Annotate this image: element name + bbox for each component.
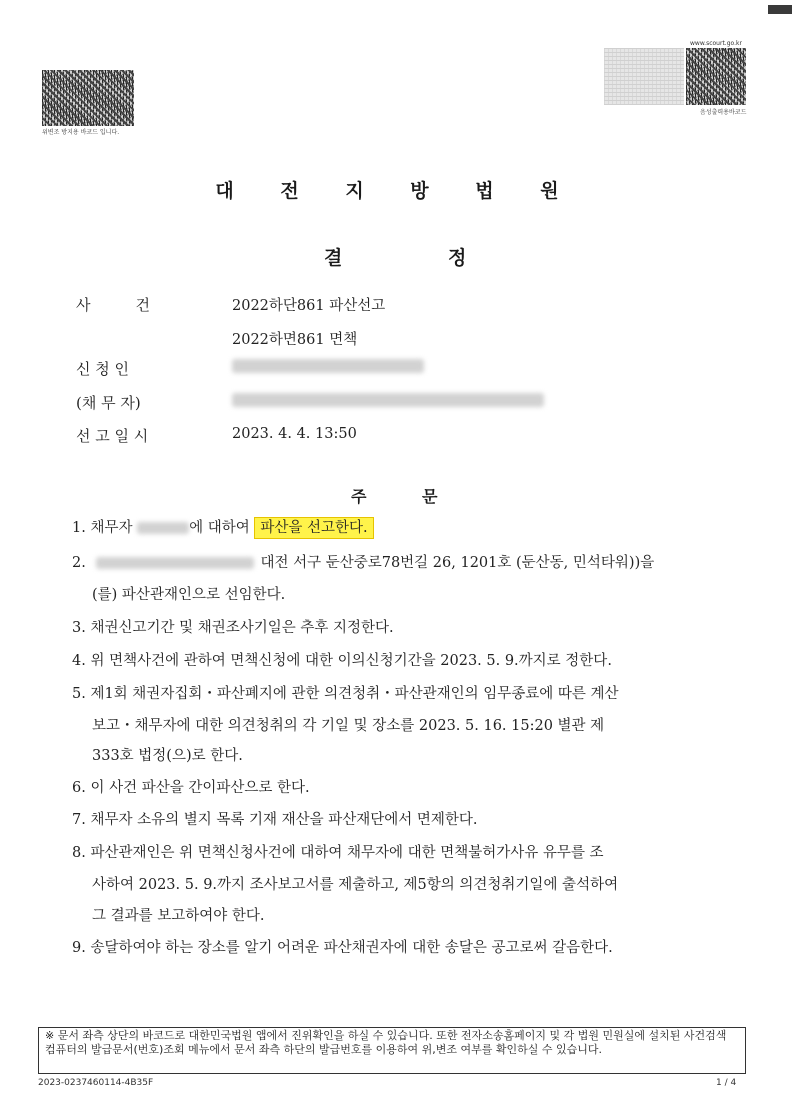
date-label: 선 고 일 시 <box>76 427 149 445</box>
case-value-discharge: 2022하면861 면책 <box>232 332 358 348</box>
order-item-1: 1. 채무자 에 대하여 파산을 선고한다. <box>72 516 722 537</box>
main-heading-left: 주 <box>351 487 367 506</box>
audio-barcode <box>686 48 746 105</box>
order-item-5-cont-1: 보고・채무자에 대한 의견청취의 각 기일 및 장소를 2023. 5. 16. 15:20 별관 제 <box>92 718 605 734</box>
order-item-3: 3. 채권신고기간 및 채권조사기일은 추후 지정한다. <box>72 620 394 636</box>
debtor-label: (채 무 자) <box>76 394 141 412</box>
order-item-4: 4. 위 면책사건에 관하여 면책신청에 대한 이의신청기간을 2023. 5. 9.까지로 정한다. <box>72 653 612 669</box>
main-heading-right: 문 <box>422 487 438 506</box>
order-item-8-cont-1: 사하여 2023. 5. 9.까지 조사보고서를 제출하고, 제5항의 의견청취기일에 출석하여 <box>92 877 619 893</box>
order-item-7: 7. 채무자 소유의 별지 목록 기재 재산을 파산재단에서 면제한다. <box>72 812 478 828</box>
case-value-bankruptcy: 2022하단861 파산선고 <box>232 298 386 314</box>
case-label: 사 건 <box>76 296 150 314</box>
document-title-right: 정 <box>448 247 467 269</box>
order-item-2-cont: (를) 파산관재인으로 선임한다. <box>92 587 286 603</box>
date-value: 2023. 4. 4. 13:50 <box>232 426 357 442</box>
court-name: 대 전 지 방 법 원 <box>215 180 579 202</box>
order-item-8-cont-2: 그 결과를 보고하여야 한다. <box>92 908 265 924</box>
verification-barcode-caption: 위변조 방지용 바코드 입니다. <box>42 129 120 136</box>
order-item-9: 9. 송달하여야 하는 장소를 알기 어려운 파산채권자에 대한 송달은 공고로써 갈음한다. <box>72 940 613 956</box>
applicant-label: 신 청 인 <box>76 360 130 378</box>
issue-number: 2023-0237460114-4B35F <box>38 1078 154 1088</box>
debtor-name-redacted <box>137 522 189 534</box>
order-item-8: 8. 파산관재인은 위 면책신청사건에 대하여 채무자에 대한 면책불허가사유 유무를 조 <box>72 845 604 861</box>
page-number: 1 / 4 <box>716 1078 737 1088</box>
court-url: www.scourt.go.kr <box>690 40 742 47</box>
order-item-5-cont-2: 333호 법정(으)로 한다. <box>92 748 243 764</box>
verification-notice-text: ※ 문서 좌측 상단의 바코드로 대한민국법원 앱에서 진위확인을 하실 수 있습니다. 또한 전자소송홈페이지 및 각 법원 민원실에 설치된 사건검색 컴퓨터의 발급문서(번호)조회 메뉴에서 문서 좌측 하단의 발급번호를 이용하여 위,변조 여부를 확인하실 수 있습니다. <box>45 1029 727 1056</box>
page-tab-marker <box>768 5 792 14</box>
debtor-address-redacted <box>232 393 544 407</box>
applicant-redacted <box>232 359 424 373</box>
order-item-2: 2. 대전 서구 둔산중로78번길 26, 1201호 (둔산동, 민석타워))을 <box>72 555 655 571</box>
order-item-5: 5. 제1회 채권자집회・파산폐지에 관한 의견청취・파산관재인의 임무종료에 따른 계산 <box>72 686 619 702</box>
highlighted-decision: 파산을 선고한다. <box>254 517 373 539</box>
trustee-name-redacted <box>96 557 254 569</box>
verification-barcode[interactable] <box>42 70 134 126</box>
audio-barcode-caption: 음성출력용바코드 <box>700 109 747 116</box>
order-item-6: 6. 이 사건 파산을 간이파산으로 한다. <box>72 780 310 796</box>
document-title-left: 결 <box>324 247 343 269</box>
audio-barcode-frame <box>604 48 684 105</box>
